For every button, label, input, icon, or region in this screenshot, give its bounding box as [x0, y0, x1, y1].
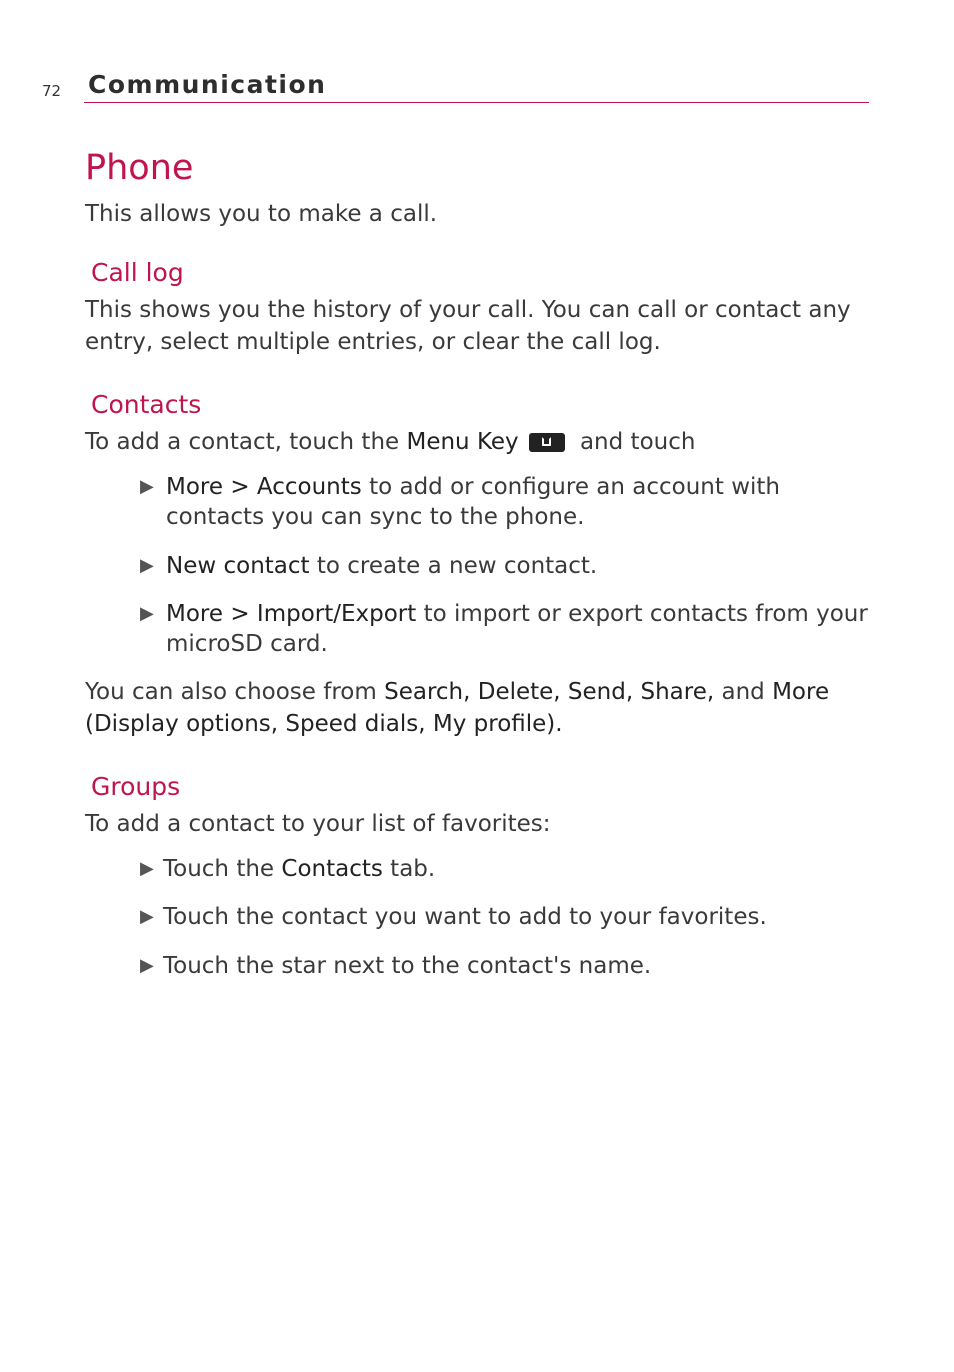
groups-bullet-list	[85, 854, 875, 981]
header-rule	[84, 102, 869, 103]
contacts-also-text	[85, 676, 875, 740]
list-item	[85, 951, 875, 981]
bullet-text: Touch the contact you want to add to your favorites.	[163, 904, 767, 930]
arrow-icon: ▶	[140, 906, 154, 927]
page-number: 72	[42, 82, 62, 100]
menu-key-label: Menu Key	[406, 429, 519, 455]
bullet-bold: More > Accounts	[166, 474, 362, 500]
page-title: Phone	[85, 148, 194, 188]
list-item	[85, 599, 875, 659]
arrow-icon: ▶	[140, 555, 154, 576]
bullet-text: tab.	[382, 856, 436, 882]
bullet-bold: Contacts	[281, 856, 383, 882]
section-title: Communication	[88, 70, 327, 99]
list-item	[85, 551, 875, 581]
page-content	[85, 148, 875, 981]
list-item	[85, 854, 875, 884]
call-log-text: This shows you the history of your call. You can call or contact any entry, select multiple entries, or clear the call log.	[85, 297, 851, 355]
contacts-heading: Contacts	[91, 390, 202, 419]
arrow-icon: ▶	[140, 858, 154, 879]
menu-key-icon	[529, 433, 565, 452]
arrow-icon: ▶	[140, 476, 154, 497]
list-item	[85, 902, 875, 932]
contacts-bullet-list	[85, 472, 875, 659]
bullet-text: to add or configure an account with contacts you can sync to the phone.	[166, 474, 781, 530]
intro-text: This allows you to make a call.	[85, 201, 438, 227]
bullet-bold: New contact	[166, 553, 310, 579]
bullet-text: to import or export contacts from your microSD card.	[166, 601, 868, 657]
also-text-c: and	[714, 679, 773, 705]
bullet-text: Touch the star next to the contact's name.	[163, 953, 652, 979]
bullet-text: to create a new contact.	[309, 553, 598, 579]
bullet-text: Touch the	[163, 856, 282, 882]
arrow-icon: ▶	[140, 955, 154, 976]
contacts-lead-end: and touch	[572, 429, 696, 455]
arrow-icon: ▶	[140, 603, 154, 624]
also-text-d: More (Display options, Speed dials, My profile).	[85, 679, 830, 737]
list-item	[85, 472, 875, 532]
contacts-lead-text: To add a contact, touch the	[85, 429, 407, 455]
contacts-lead	[85, 426, 875, 458]
groups-lead: To add a contact to your list of favorites:	[85, 811, 551, 837]
bullet-bold: More > Import/Export	[166, 601, 417, 627]
also-text-b: Search, Delete, Send, Share,	[384, 679, 715, 705]
call-log-heading: Call log	[91, 258, 184, 287]
also-text-a: You can also choose from	[85, 679, 385, 705]
groups-heading: Groups	[91, 772, 181, 801]
